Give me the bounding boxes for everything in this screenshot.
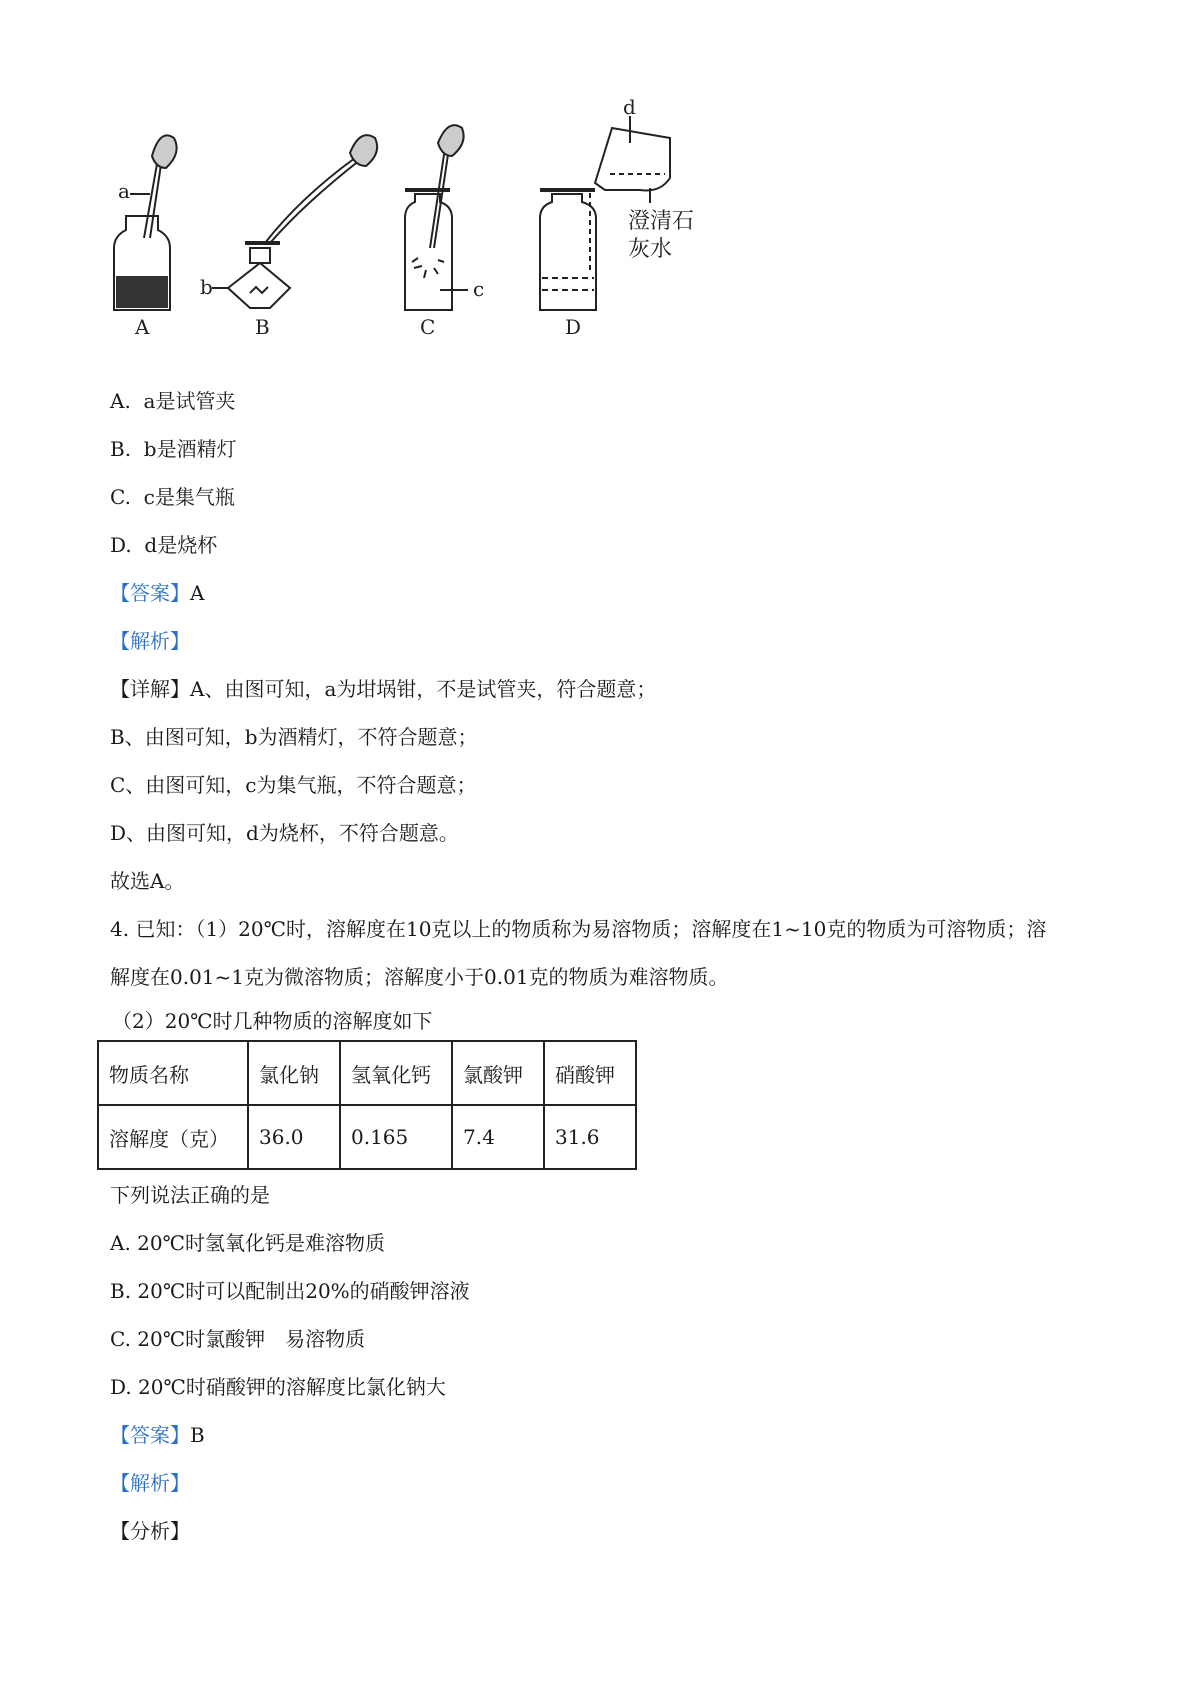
q3-detail-1: 【详解】A、由图可知，a为坩埚钳，不是试管夹，符合题意； [110,677,657,701]
figure-b-lamp [212,135,377,308]
label-limewater-2: 灰水 [628,237,673,262]
q3-detail-2: B、由图可知，b为酒精灯，不符合题意； [110,725,478,749]
table-cell: 物质名称 [98,1041,248,1105]
table-cell: 36.0 [248,1105,340,1169]
label-fig-b: B [255,315,270,339]
q4-prompt: 下列说法正确的是 [110,1183,270,1207]
figure-a-jar [114,135,177,310]
table-cell: 氯酸钾 [452,1041,544,1105]
table-cell: 氢氧化钙 [340,1041,452,1105]
table-row [98,1041,636,1105]
table-cell: 氯化钠 [248,1041,340,1105]
figure-c-gas-jar [405,125,468,310]
q4-option-d: D. 20℃时硝酸钾的溶解度比氯化钠大 [110,1375,446,1399]
q4-fenxi-tag: 【分析】 [110,1519,190,1543]
solubility-table [97,1040,637,1170]
q4-analysis-tag: 【解析】 [110,1471,190,1495]
q4-answer: 【答案】B [110,1423,205,1447]
q4-stem-3: （2）20℃时几种物质的溶解度如下 [112,1009,433,1033]
q4-option-a: A. 20℃时氢氧化钙是难溶物质 [110,1231,385,1255]
q3-option-a: A. a是试管夹 [110,389,236,413]
q3-option-b: B. b是酒精灯 [110,437,237,461]
label-d: d [623,98,636,119]
q3-detail-4: D、由图可知，d为烧杯，不符合题意。 [110,821,459,845]
q3-answer: 【答案】A [110,581,205,605]
table-cell: 0.165 [340,1105,452,1169]
label-fig-d: D [565,315,582,339]
table-cell: 31.6 [544,1105,636,1169]
table-row [98,1105,636,1169]
table-cell: 7.4 [452,1105,544,1169]
table-cell: 溶解度（克） [98,1105,248,1169]
q3-detail-3: C、由图可知，c为集气瓶，不符合题意； [110,773,477,797]
label-fig-a: A [135,315,150,339]
q3-option-d: D. d是烧杯 [110,533,218,557]
q3-analysis-tag: 【解析】 [110,629,190,653]
q4-stem-2: 解度在0.01~1克为微溶物质；溶解度小于0.01克的物质为难溶物质。 [110,965,729,989]
label-fig-c: C [420,315,436,339]
q4-option-c: C. 20℃时氯酸钾 易溶物质 [110,1327,366,1351]
q3-conclusion: 故选A。 [110,869,185,893]
q3-option-c: C. c是集气瓶 [110,485,235,509]
q4-stem-1: 4. 已知：（1）20℃时，溶解度在10克以上的物质称为易溶物质；溶解度在1~10克的物质为可溶物质；溶 [110,917,1047,941]
table-cell: 硝酸钾 [544,1041,636,1105]
label-a: a [118,179,130,203]
apparatus-diagram [100,98,760,368]
label-b: b [200,275,213,299]
label-c: c [473,277,485,301]
q4-option-b: B. 20℃时可以配制出20%的硝酸钾溶液 [110,1279,470,1303]
label-limewater-1: 澄清石 [628,209,695,234]
apparatus-figure [100,98,760,368]
